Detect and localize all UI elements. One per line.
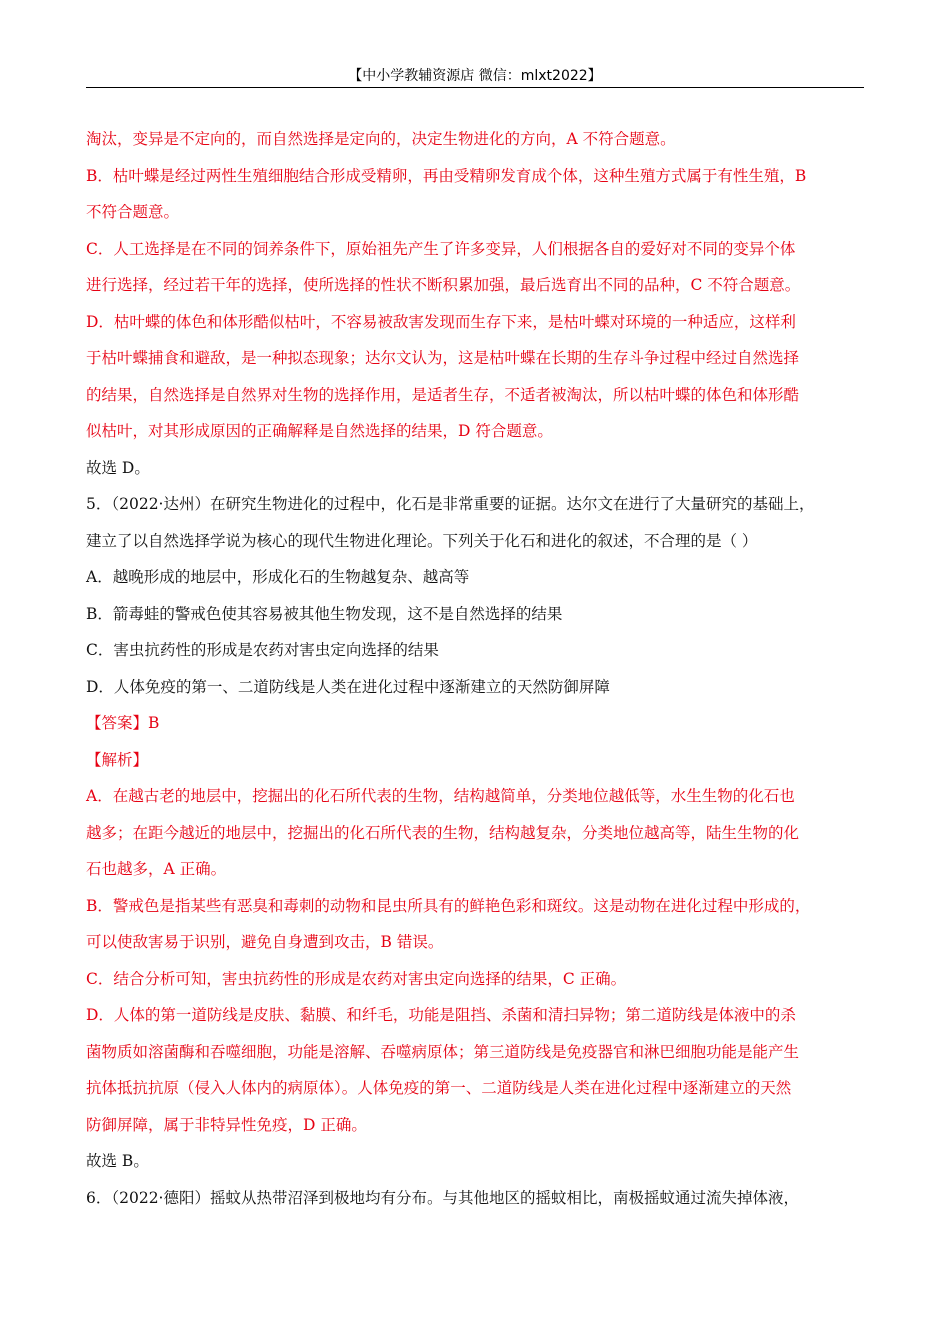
analysis-line: 不符合题意。	[86, 203, 180, 221]
analysis-label: 【解析】	[86, 750, 149, 769]
question-stem: 建立了以自然选择学说为核心的现代生物进化理论。下列关于化石和进化的叙述，不合理的是（ ）	[86, 531, 758, 550]
analysis-line: 似枯叶，对其形成原因的正确解释是自然选择的结果，D 符合题意。	[86, 422, 553, 440]
analysis-line: D．人体的第一道防线是皮肤、黏膜、和纤毛，功能是阻挡、杀菌和清扫异物；第二道防线是体液中的杀	[86, 1006, 796, 1024]
analysis-line: B．枯叶蝶是经过两性生殖细胞结合形成受精卵，再由受精卵发育成个体，这种生殖方式属于有性生殖，B	[86, 166, 807, 185]
option-d: D．人体免疫的第一、二道防线是人类在进化过程中逐渐建立的天然防御屏障	[86, 677, 610, 696]
option-b: B．箭毒蛙的警戒色使其容易被其他生物发现，这不是自然选择的结果	[86, 604, 563, 623]
question-stem: 6．（2022·德阳）摇蚊从热带沼泽到极地均有分布。与其他地区的摇蚊相比，南极摇蚊通过流失掉体液，	[86, 1188, 799, 1207]
option-a: A．越晚形成的地层中，形成化石的生物越复杂、越高等	[86, 568, 470, 586]
conclusion-line: 故选 B。	[86, 1152, 149, 1170]
page-header: 【中小学教辅资源店 微信：mlxt2022】	[348, 68, 602, 84]
analysis-line: 进行选择，经过若干年的选择，使所选择的性状不断积累加强，最后选育出不同的品种，C 不符合题意。	[86, 276, 801, 294]
analysis-line: 淘汰，变异是不定向的，而自然选择是定向的，决定生物进化的方向，A 不符合题意。	[86, 130, 676, 148]
page-content	[86, 121, 864, 1216]
analysis-line: 防御屏障，属于非特异性免疫，D 正确。	[86, 1115, 367, 1134]
analysis-line: 于枯叶蝶捕食和避敌，是一种拟态现象；达尔文认为，这是枯叶蝶在长期的生存斗争过程中经过自然选择	[86, 349, 800, 367]
analysis-line: 的结果，自然选择是自然界对生物的选择作用，是适者生存，不适者被淘汰，所以枯叶蝶的体色和体形酷	[86, 385, 800, 404]
analysis-line: 石也越多，A 正确。	[86, 860, 227, 878]
analysis-line: B．警戒色是指某些有恶臭和毒刺的动物和昆虫所具有的鲜艳色彩和斑纹。这是动物在进化过程中形成的，	[86, 896, 811, 915]
analysis-line: 可以使敌害易于识别，避免自身遭到攻击，B 错误。	[86, 933, 444, 951]
analysis-line: 抗体抵抗抗原（侵入人体内的病原体）。人体免疫的第一、二道防线是人类在进化过程中逐渐建立的天然	[86, 1079, 792, 1097]
header-divider	[86, 87, 864, 88]
analysis-line: C．人工选择是在不同的饲养条件下，原始祖先产生了许多变异，人们根据各自的爱好对不同的变异个体	[86, 239, 796, 258]
analysis-line: A．在越古老的地层中，挖掘出的化石所代表的生物，结构越简单，分类地位越低等，水生生物的化石也	[86, 787, 795, 805]
option-c: C．害虫抗药性的形成是农药对害虫定向选择的结果	[86, 641, 439, 659]
conclusion-line: 故选 D。	[86, 458, 150, 477]
analysis-line: C．结合分析可知，害虫抗药性的形成是农药对害虫定向选择的结果，C 正确。	[86, 969, 627, 988]
analysis-line: D．枯叶蝶的体色和体形酷似枯叶，不容易被敌害发现而生存下来，是枯叶蝶对环境的一种适应，这样利	[86, 312, 796, 331]
analysis-line: 越多；在距今越近的地层中，挖掘出的化石所代表的生物，结构越复杂，分类地位越高等，陆生生物的化	[86, 823, 800, 842]
analysis-line: 菌物质如溶菌酶和吞噬细胞，功能是溶解、吞噬病原体；第三道防线是免疫器官和淋巴细胞功能是能产生	[86, 1042, 800, 1061]
answer-label: 【答案】B	[86, 714, 160, 732]
question-stem: 5．（2022·达州）在研究生物进化的过程中，化石是非常重要的证据。达尔文在进行了大量研究的基础上，	[86, 495, 815, 513]
